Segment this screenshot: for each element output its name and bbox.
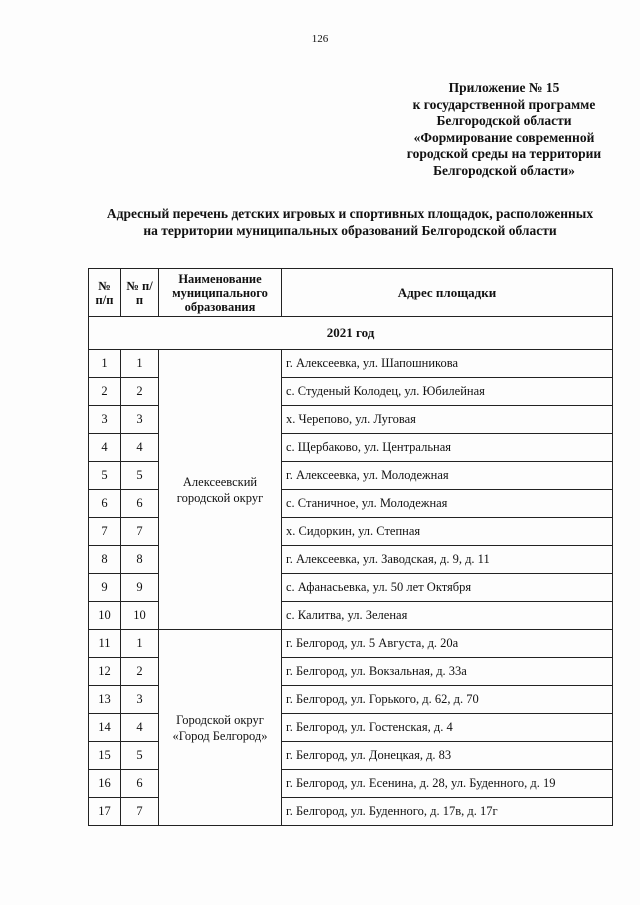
table-header-row xyxy=(89,269,613,317)
header-address: Адрес площадки xyxy=(282,269,613,317)
address-cell: г. Белгород, ул. Горького, д. 62, д. 70 xyxy=(282,686,613,714)
appendix-line: Белгородской области» xyxy=(433,162,575,178)
group-number-cell: 3 xyxy=(121,686,159,714)
group-number-cell: 1 xyxy=(121,350,159,378)
appendix-line: Белгородской области xyxy=(436,113,572,128)
group-number-cell: 6 xyxy=(121,490,159,518)
table-row xyxy=(89,630,613,658)
group-number-cell: 2 xyxy=(121,378,159,406)
address-cell: с. Афанасьевка, ул. 50 лет Октября xyxy=(282,574,613,602)
address-cell: х. Сидоркин, ул. Степная xyxy=(282,518,613,546)
group-number-cell: 7 xyxy=(121,518,159,546)
municipality-cell: Городской округ «Город Белгород» xyxy=(159,630,282,826)
address-cell: с. Студеный Колодец, ул. Юбилейная xyxy=(282,378,613,406)
serial-number-cell: 15 xyxy=(89,742,121,770)
year-row xyxy=(89,317,613,350)
address-cell: г. Белгород, ул. Вокзальная, д. 33а xyxy=(282,658,613,686)
year-label: 2021 год xyxy=(89,317,613,350)
group-number-cell: 5 xyxy=(121,742,159,770)
header-group-number: № п/п xyxy=(121,269,159,317)
serial-number-cell: 17 xyxy=(89,798,121,826)
table-row xyxy=(89,350,613,378)
address-cell: с. Станичное, ул. Молодежная xyxy=(282,490,613,518)
serial-number-cell: 14 xyxy=(89,714,121,742)
serial-number-cell: 11 xyxy=(89,630,121,658)
serial-number-cell: 2 xyxy=(89,378,121,406)
address-cell: г. Алексеевка, ул. Заводская, д. 9, д. 11 xyxy=(282,546,613,574)
address-cell: г. Белгород, ул. Есенина, д. 28, ул. Буденного, д. 19 xyxy=(282,770,613,798)
document-title xyxy=(70,206,630,239)
address-cell: г. Алексеевка, ул. Молодежная xyxy=(282,462,613,490)
group-number-cell: 5 xyxy=(121,462,159,490)
serial-number-cell: 3 xyxy=(89,406,121,434)
serial-number-cell: 8 xyxy=(89,546,121,574)
address-cell: с. Щербаково, ул. Центральная xyxy=(282,434,613,462)
title-line: Адресный перечень детских игровых и спортивных площадок, расположенных xyxy=(106,206,594,221)
group-number-cell: 10 xyxy=(121,602,159,630)
group-number-cell: 1 xyxy=(121,630,159,658)
serial-number-cell: 9 xyxy=(89,574,121,602)
group-number-cell: 2 xyxy=(121,658,159,686)
serial-number-cell: 5 xyxy=(89,462,121,490)
header-municipality: Наименование муниципального образования xyxy=(159,269,282,317)
page-number: 126 xyxy=(311,33,329,45)
group-number-cell: 3 xyxy=(121,406,159,434)
serial-number-cell: 4 xyxy=(89,434,121,462)
serial-number-cell: 6 xyxy=(89,490,121,518)
serial-number-cell: 13 xyxy=(89,686,121,714)
appendix-line: к государственной программе xyxy=(412,96,596,112)
address-cell: г. Белгород, ул. Буденного, д. 17в, д. 17г xyxy=(282,798,613,826)
serial-number-cell: 7 xyxy=(89,518,121,546)
serial-number-cell: 16 xyxy=(89,770,121,798)
group-number-cell: 7 xyxy=(121,798,159,826)
group-number-cell: 9 xyxy=(121,574,159,602)
group-number-cell: 4 xyxy=(121,434,159,462)
address-cell: г. Белгород, ул. 5 Августа, д. 20а xyxy=(282,630,613,658)
table-body xyxy=(89,317,613,826)
address-cell: г. Белгород, ул. Донецкая, д. 83 xyxy=(282,742,613,770)
appendix-line: Приложение № 15 xyxy=(448,80,560,95)
appendix-line: «Формирование современной xyxy=(413,129,595,145)
appendix-line: городской среды на территории xyxy=(406,146,602,161)
address-cell: г. Алексеевка, ул. Шапошникова xyxy=(282,350,613,378)
group-number-cell: 8 xyxy=(121,546,159,574)
serial-number-cell: 10 xyxy=(89,602,121,630)
municipality-cell: Алексеевский городской округ xyxy=(159,350,282,630)
address-cell: с. Калитва, ул. Зеленая xyxy=(282,602,613,630)
serial-number-cell: 12 xyxy=(89,658,121,686)
address-cell: г. Белгород, ул. Гостенская, д. 4 xyxy=(282,714,613,742)
title-line: на территории муниципальных образований Белгородской области xyxy=(143,222,557,238)
serial-number-cell: 1 xyxy=(89,350,121,378)
address-cell: х. Черепово, ул. Луговая xyxy=(282,406,613,434)
group-number-cell: 6 xyxy=(121,770,159,798)
header-serial-number: № п/п xyxy=(89,269,121,317)
group-number-cell: 4 xyxy=(121,714,159,742)
playground-address-table xyxy=(88,268,613,826)
appendix-heading xyxy=(395,80,613,179)
